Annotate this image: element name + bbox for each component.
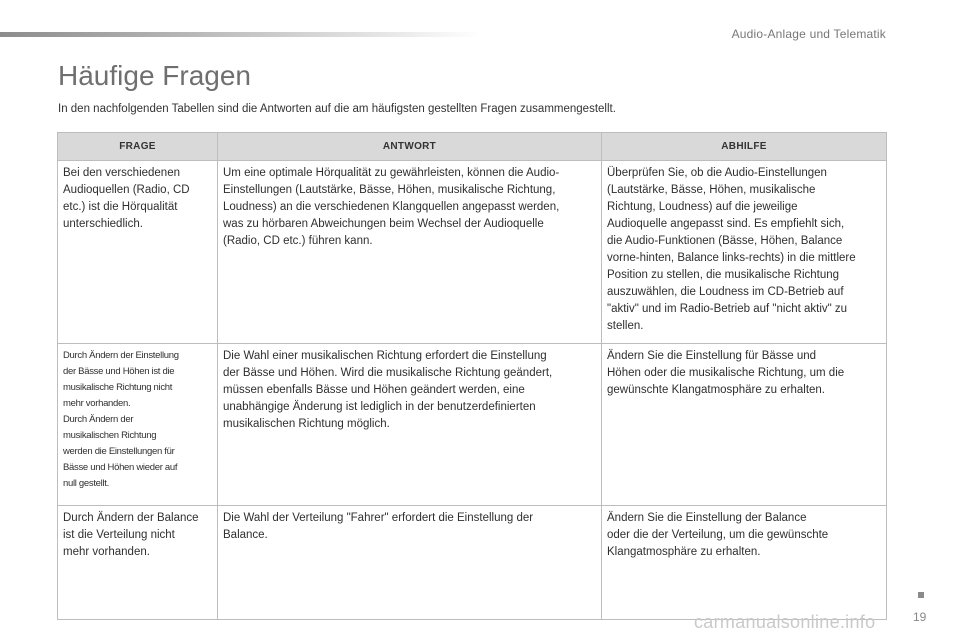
cell-text: Ändern Sie die Einstellung für Bässe und Höhen oder die musikalische Richtung, um die gewünschte Klangatmosphäre zu erhalten. — [607, 350, 845, 396]
column-header-abhilfe: ABHILFE — [602, 133, 887, 161]
cell-frage — [58, 506, 218, 620]
cell-text: Durch Ändern der Balance ist die Verteilung nicht mehr vorhanden. — [63, 512, 199, 558]
table-row — [58, 344, 887, 506]
cell-text: Bei den verschiedenen Audioquellen (Radio, CD etc.) ist die Hörqualität unterschiedlich. — [63, 167, 190, 230]
page-marker-square — [918, 592, 924, 598]
cell-frage — [58, 161, 218, 344]
column-header-antwort: ANTWORT — [218, 133, 602, 161]
page-number: 19 — [913, 610, 927, 624]
cell-antwort — [218, 161, 602, 344]
cell-abhilfe — [602, 506, 887, 620]
intro-text: In den nachfolgenden Tabellen sind die Antworten auf die am häufigsten gestellten Fragen zusammengestellt. — [58, 103, 616, 115]
section-header: Audio-Anlage und Telematik — [731, 27, 886, 41]
column-header-frage: FRAGE — [58, 133, 218, 161]
cell-text: Überprüfen Sie, ob die Audio-Einstellungen (Lautstärke, Bässe, Höhen, musikalische Richtung, Loudness) auf die jeweilige Audioquelle angepasst sind. Es empfiehlt sich, die Audio-Funktionen (Bässe, Höhen, Balance vorne-hinten, Balance links-rechts) in die mittlere Position zu stellen, die musikalische Richtung auszuwählen, die Loudness im CD-Betrieb auf "aktiv" und im Radio-Betrieb auf "nicht aktiv" zu stellen. — [607, 167, 856, 332]
cell-text: Durch Ändern der Einstellung der Bässe und Höhen ist die musikalische Richtung nicht mehr vorhanden. Durch Ändern der musikalischen Richtung werden die Einstellungen für Bässe und Höhen wieder auf null gestellt. — [63, 350, 179, 489]
table-header-row — [58, 133, 887, 161]
cell-text: Die Wahl einer musikalischen Richtung erfordert die Einstellung der Bässe und Höhen. Wird die musikalische Richtung geändert, müssen ebenfalls Bässe und Höhen geändert werden, eine unabhängige Änderung ist lediglich in der benutzerdefinierten musikalischen Richtung möglich. — [223, 350, 553, 430]
cell-antwort — [218, 344, 602, 506]
cell-abhilfe — [602, 161, 887, 344]
faq-table — [57, 132, 887, 620]
page-title: Häufige Fragen — [58, 60, 252, 91]
table-row — [58, 161, 887, 344]
header-accent-bar — [0, 32, 480, 37]
cell-antwort — [218, 506, 602, 620]
cell-text: Ändern Sie die Einstellung der Balance oder die der Verteilung, um die gewünschte Klangatmosphäre zu erhalten. — [607, 512, 829, 558]
cell-text: Die Wahl der Verteilung "Fahrer" erfordert die Einstellung der Balance. — [223, 512, 534, 541]
cell-frage — [58, 344, 218, 506]
cell-text: Um eine optimale Hörqualität zu gewährleisten, können die Audio- Einstellungen (Lautstärke, Bässe, Höhen, musikalische Richtung, Loudness) an die verschiedenen Klangquellen angepasst werden, was zu hörbaren Abweichungen beim Wechsel der Audioquelle (Radio, CD etc.) führen kann. — [223, 167, 560, 247]
table-row — [58, 506, 887, 620]
cell-abhilfe — [602, 344, 887, 506]
watermark: carmanualsonline.info — [694, 612, 876, 632]
